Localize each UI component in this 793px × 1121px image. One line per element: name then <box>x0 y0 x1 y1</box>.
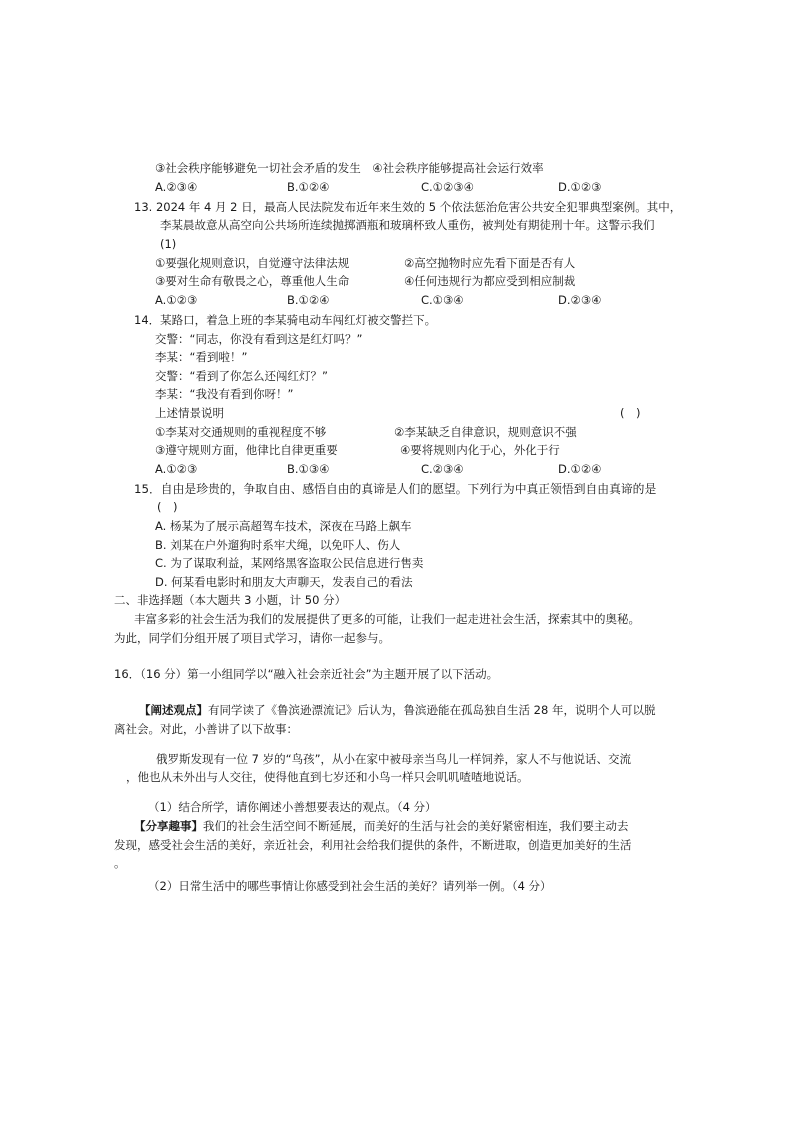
section-2-title: 二、非选择题（本大题共 3 小题，计 50 分） <box>114 593 347 607</box>
q15-option-b[interactable]: B. 刘某在户外遛狗时系牢犬绳，以免吓人、伤人 <box>155 538 401 552</box>
q16-subquestion-1: （1）结合所学，请你阐述小善想要表达的观点。（4 分） <box>148 800 437 814</box>
q16-paragraph-1-line-1 <box>139 702 655 718</box>
q14-choice-1: ①李某对交通规则的重视程度不够 <box>155 425 327 439</box>
q16-tag-explain-view: 【阐述观点】 <box>139 703 208 717</box>
q15-stem-line-1: 15．自由是珍贵的，争取自由、感悟自由的真谛是人们的愿望。下列行为中真正领悟到自由真谛的是 <box>134 482 657 496</box>
q12-option-a[interactable]: A.②③④ <box>155 180 198 194</box>
q16-paragraph-1-text: 有同学读了《鲁滨逊漂流记》后认为，鲁滨逊能在孤岛独自生活 28 年，说明个人可以脱 <box>208 703 656 717</box>
q14-answer-paren: ( ) <box>620 406 641 420</box>
q13-options <box>155 292 635 308</box>
q14-option-d[interactable]: D.①②④ <box>558 462 602 476</box>
q12-option-b[interactable]: B.①②④ <box>287 180 330 194</box>
q14-dialog-line: 李某：“我没有看到你呀！” <box>155 387 294 401</box>
q16-paragraph-2-line-3: 。 <box>114 856 126 870</box>
q15-option-c[interactable]: C. 为了谋取利益，某网络黑客盗取公民信息进行售卖 <box>155 556 424 570</box>
q16-stem: 16．（16 分）第一小组同学以“融入社会亲近社会”为主题开展了以下活动。 <box>114 667 499 681</box>
q14-dialog-line: 交警：“看到了你怎么还闯红灯？” <box>155 369 328 383</box>
q14-stem: 14．某路口，着急上班的李某骑电动车闯红灯被交警拦下。 <box>134 313 437 327</box>
q13-choice-3: ③要对生命有敬畏之心，尊重他人生命 <box>155 274 350 288</box>
q13-choice-1: ①要强化规则意识，自觉遵守法律法规 <box>155 256 350 270</box>
q16-story-line-1: 俄罗斯发现有一位 7 岁的“鸟孩”，从小在家中被母亲当鸟儿一样饲养，家人不与他说话、交流 <box>156 752 632 766</box>
q14-options <box>155 461 635 477</box>
q16-paragraph-2-line-1 <box>134 818 629 834</box>
q15-option-a[interactable]: A. 杨某为了展示高超驾车技术，深夜在马路上飙车 <box>155 519 412 533</box>
section-2-intro-line-2: 为此，同学们分组开展了项目式学习，请你一起参与。 <box>114 631 390 645</box>
q13-option-b[interactable]: B.①②④ <box>287 293 330 307</box>
q13-stem-line-2: 李某晨故意从高空向公共场所连续抛掷酒瓶和玻璃杯致人重伤，被判处有期徒刑十年。这警示我们 <box>160 218 655 232</box>
q14-dialog-line: 交警：“同志，你没有看到这是红灯吗？” <box>155 332 363 346</box>
q16-paragraph-1-line-2: 离社会。对此，小善讲了以下故事： <box>114 722 298 736</box>
q15-option-d[interactable]: D. 何某看电影时和朋友大声聊天，发表自己的看法 <box>155 575 413 589</box>
q16-paragraph-2-text: 我们的社会生活空间不断延展，而美好的生活与社会的美好紧密相连，我们要主动去 <box>203 819 629 833</box>
q14-option-a[interactable]: A.①②③ <box>155 462 198 476</box>
q16-paragraph-2-line-2: 发现，感受社会生活的美好，亲近社会，利用社会给我们提供的条件，不断进取，创造更加美好的生活 <box>114 838 632 852</box>
q13-option-d[interactable]: D.②③④ <box>558 293 602 307</box>
q13-choice-4: ④任何违规行为都应受到相应制裁 <box>404 274 576 288</box>
q13-option-a[interactable]: A.①②③ <box>155 293 198 307</box>
q12-options <box>155 179 635 195</box>
q14-question: 上述情景说明 <box>155 406 224 420</box>
q12-option-c[interactable]: C.①②③④ <box>421 180 474 194</box>
q13-choice-2: ②高空抛物时应先看下面是否有人 <box>404 256 576 270</box>
q16-subquestion-2: （2）日常生活中的哪些事情让你感受到社会生活的美好？请列举一例。（4 分） <box>148 879 552 893</box>
q15-answer-paren: ( ) <box>157 500 178 514</box>
q12-choice-line-3-4: ③社会秩序能够避免一切社会矛盾的发生 ④社会秩序能够提高社会运行效率 <box>155 161 544 175</box>
q14-dialog-line: 李某：“看到啦！” <box>155 350 248 364</box>
q12-option-d[interactable]: D.①②③ <box>558 180 602 194</box>
q14-option-b[interactable]: B.①③④ <box>287 462 330 476</box>
q14-choice-4: ④要将规则内化于心，外化于行 <box>400 443 560 457</box>
q13-answer-paren: (1) <box>160 237 177 251</box>
section-2-intro-line-1: 丰富多彩的社会生活为我们的发展提供了更多的可能，让我们一起走进社会生活，探索其中的奥秘。 <box>134 612 640 626</box>
q13-stem-line-1: 13. 2024 年 4 月 2 日，最高人民法院发布近年来生效的 5 个依法惩治危害公共安全犯罪典型案例。其中， <box>134 200 682 214</box>
q16-tag-share-story: 【分享趣事】 <box>134 819 203 833</box>
q14-option-c[interactable]: C.②③④ <box>421 462 464 476</box>
q14-choice-3: ③遵守规则方面，他律比自律更重要 <box>155 443 338 457</box>
q13-option-c[interactable]: C.①③④ <box>421 293 464 307</box>
q16-story-line-2: ，他也从未外出与人交往，使得他直到七岁还和小鸟一样只会叽叽喳喳地说话。 <box>126 770 529 784</box>
q14-choice-2: ②李某缺乏自律意识，规则意识不强 <box>394 425 577 439</box>
